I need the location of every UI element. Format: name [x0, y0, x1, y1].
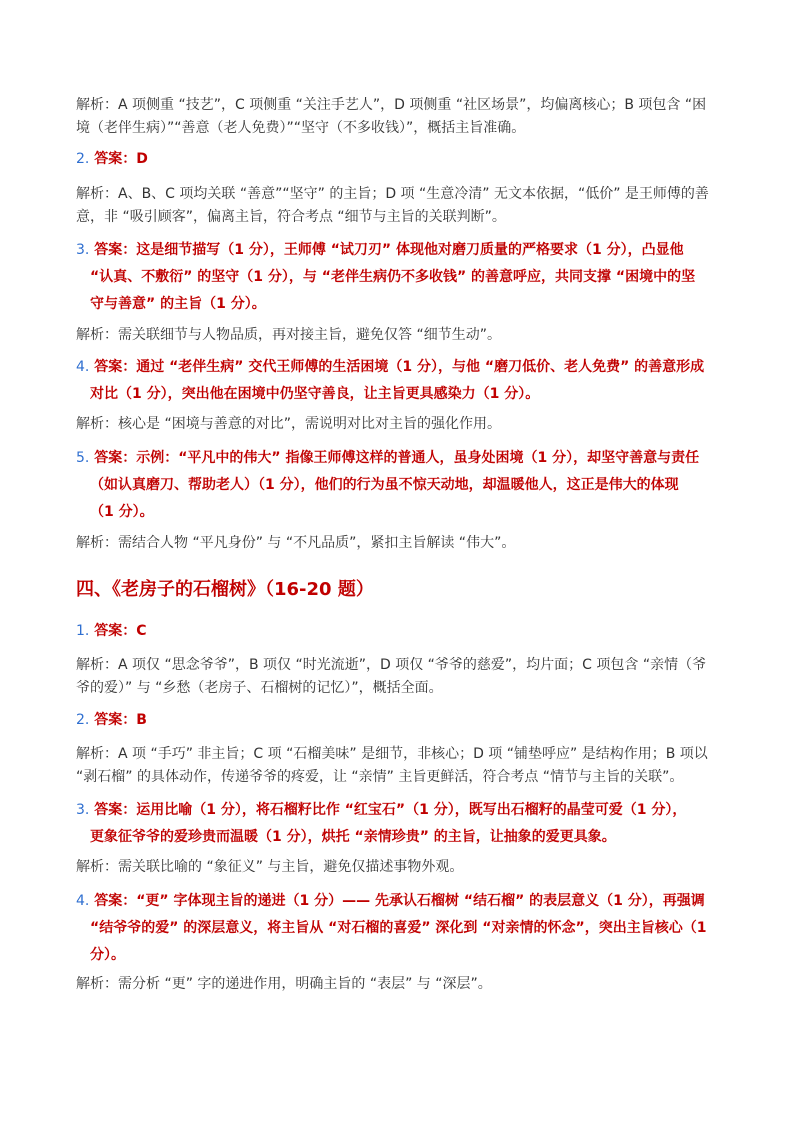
item-number: 4. [76, 359, 90, 375]
answer-item-2: 2. 答案：D [76, 151, 148, 167]
analysis-paragraph: 解析：需分析 “更” 字的递进作用，明确主旨的 “表层” 与 “深层”。 [76, 976, 492, 992]
analysis-paragraph: 解析：核心是 “困境与善意的对比”，需说明对比对主旨的强化作用。 [76, 416, 501, 432]
answer-item-5: 5. 答案：示例：“平凡中的伟大” 指像王师傅这样的普通人，虽身处困境（1 分），却坚守善意与责任 （如认真磨刀、帮助老人）（1 分），他们的行为虽不惊天动地，却温暖他人，这正是伟大的体现 （1 分）。 [76, 450, 700, 520]
answer-item-1: 1. 答案：C [76, 623, 147, 639]
analysis-paragraph: 解析：需结合人物 “平凡身份” 与 “不凡品质”，紧扣主旨解读 “伟大”。 [76, 535, 516, 551]
answer-item-3: 3. 答案：运用比喻（1 分），将石榴籽比作 “红宝石”（1 分），既写出石榴籽的晶莹可爱（1 分）， 更象征爷爷的爱珍贵而温暖（1 分），烘托 “亲情珍贵” 的主旨，让抽象的爱更具象。 [76, 802, 687, 845]
answer-item-4: 4. 答案：“更” 字体现主旨的递进（1 分）—— 先承认石榴树 “结石榴” 的表层意义（1 分），再强调 “结爷爷的爱” 的深层意义，将主旨从 “对石榴的喜爱” 深化到 “对亲情的怀念”，突出主旨核心（1 分）。 [76, 893, 707, 963]
answer-item-2: 2. 答案：B [76, 712, 147, 728]
item-number: 5. [76, 450, 90, 466]
analysis-paragraph: 解析：A 项 “手巧” 非主旨；C 项 “石榴美味” 是细节，非核心；D 项 “铺垫呼应” 是结构作用；B 项以 “剥石榴” 的具体动作，传递爷爷的疼爱，让 “亲情” 主旨更鲜活，符合考点 “情节与主旨的关联”。 [76, 746, 708, 785]
answer-label: 答案： [94, 712, 137, 728]
analysis-paragraph: 解析：A 项仅 “思念爷爷”，B 项仅 “时光流逝”，D 项仅 “爷爷的慈爱”，均片面；C 项包含 “亲情（爷 爷的爱）” 与 “乡愁（老房子、石榴树的记忆）”，概括全面。 [76, 657, 707, 696]
analysis-paragraph: 解析：A 项侧重 “技艺”，C 项侧重 “关注手艺人”，D 项侧重 “社区场景”，均偏离核心；B 项包含 “困 境（老伴生病）”“善意（老人免费）”“坚守（不多收钱）”，概括主旨准确。 [76, 97, 707, 136]
answer-label: 答案： [94, 359, 137, 375]
item-number: 2. [76, 151, 90, 167]
answer-label: 答案： [94, 450, 137, 466]
item-number: 2. [76, 712, 90, 728]
answer-item-4: 4. 答案：通过 “老伴生病” 交代王师傅的生活困境（1 分），与他 “磨刀低价、老人免费” 的善意形成 对比（1 分），突出他在困境中仍坚守善良，让主旨更具感染力（1 分）。 [76, 359, 705, 402]
analysis-paragraph: 解析：需关联比喻的 “象征义” 与主旨，避免仅描述事物外观。 [76, 859, 464, 875]
answer-label: 答案： [94, 151, 137, 167]
item-number: 3. [76, 242, 90, 258]
answer-item-3: 3. 答案：这是细节描写（1 分），王师傅 “试刀刃” 体现他对磨刀质量的严格要求（1 分），凸显他 “认真、不敷衍” 的坚守（1 分），与 “老伴生病仍不多收钱” 的善意呼应，共同支撑 “困境中的坚 守与善意” 的主旨（1 分）。 [76, 242, 696, 312]
analysis-paragraph: 解析：A、B、C 项均关联 “善意”“坚守” 的主旨；D 项 “生意冷清” 无文本依据，“低价” 是王师傅的善 意，非 “吸引顾客”，偏离主旨，符合考点 “细节与主旨的关联判断”。 [76, 186, 709, 225]
answer-label: 答案： [94, 893, 137, 909]
analysis-paragraph: 解析：需关联细节与人物品质，再对接主旨，避免仅答 “细节生动”。 [76, 327, 501, 343]
section-heading: 四、《老房子的石榴树》（16-20 题） [76, 579, 374, 600]
item-number: 4. [76, 893, 90, 909]
answer-label: 答案： [94, 242, 137, 258]
item-number: 3. [76, 802, 90, 818]
item-number: 1. [76, 623, 90, 639]
answer-label: 答案： [94, 802, 137, 818]
answer-label: 答案： [94, 623, 137, 639]
